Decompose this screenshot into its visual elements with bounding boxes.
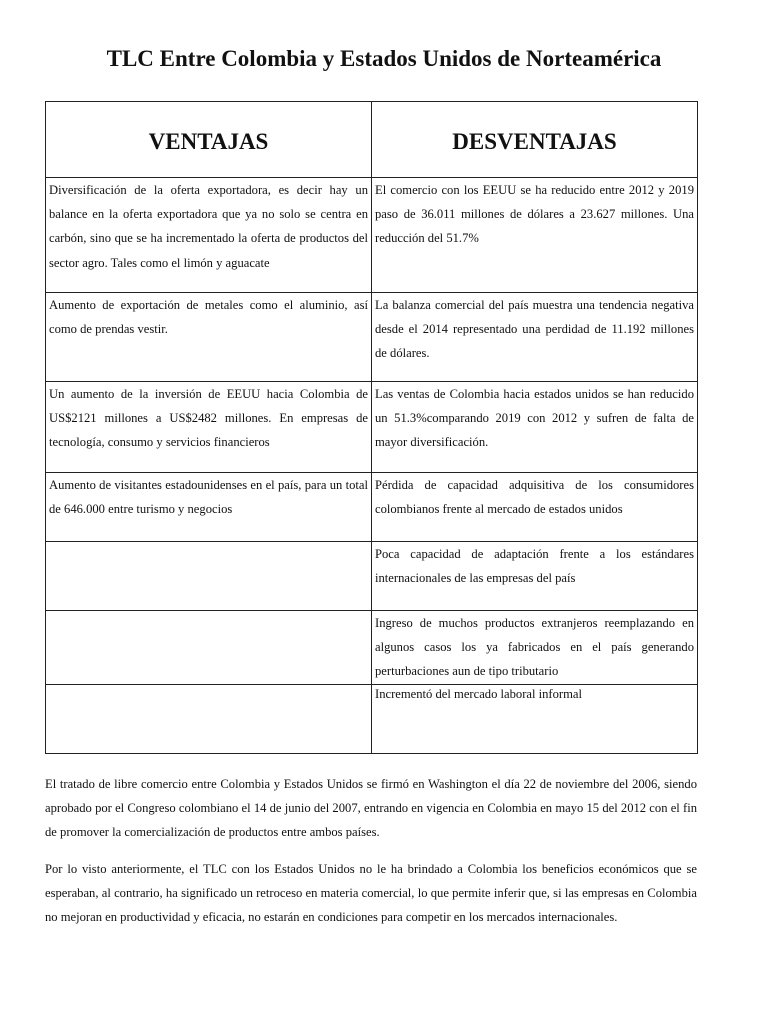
table-row bbox=[46, 473, 698, 542]
ventaja-text: Aumento de exportación de metales como el aluminio, así como de prendas vestir. bbox=[49, 298, 368, 337]
desventaja-cell bbox=[372, 684, 698, 753]
ventaja-cell bbox=[46, 611, 372, 685]
desventaja-cell bbox=[372, 473, 698, 542]
ventaja-cell bbox=[46, 178, 372, 293]
desventaja-cell bbox=[372, 178, 698, 293]
desventaja-text: Ingreso de muchos productos extranjeros reemplazando en algunos casos los ya fabricados en el país generando perturbaciones aun de tipo tributario bbox=[375, 616, 694, 679]
table-row bbox=[46, 293, 698, 382]
table-row bbox=[46, 542, 698, 611]
desventaja-cell bbox=[372, 611, 698, 685]
ventaja-text: Diversificación de la oferta exportadora, es decir hay un balance en la oferta exportadora que ya no solo se centra en carbón, sino que se ha incrementado la oferta de productos del sector agro. Tales como el limón y aguacate bbox=[49, 183, 368, 270]
desventaja-text: El comercio con los EEUU se ha reducido entre 2012 y 2019 paso de 36.011 millones de dólares a 23.627 millones. Una reducción del 51.7% bbox=[375, 183, 694, 246]
table-row bbox=[46, 178, 698, 293]
table-row bbox=[46, 382, 698, 473]
ventaja-text: Un aumento de la inversión de EEUU hacia Colombia de US$2121 millones a US$2482 millones. En empresas de tecnología, consumo y servicios financieros bbox=[49, 387, 368, 450]
ventaja-text bbox=[49, 685, 368, 686]
ventaja-cell bbox=[46, 684, 372, 753]
table-row bbox=[46, 684, 698, 753]
desventaja-cell bbox=[372, 382, 698, 473]
paragraph-intro: El tratado de libre comercio entre Colombia y Estados Unidos se firmó en Washington el día 22 de noviembre del 2006, siendo aprobado por el Congreso colombiano el 14 de junio del 2007, entrando en vigencia en Colombia en mayo 15 del 2012 con el fin de promover la comercialización de productos entre ambos países. bbox=[45, 777, 697, 840]
ventaja-cell bbox=[46, 473, 372, 542]
table-header-row bbox=[46, 102, 698, 178]
ventaja-text: Aumento de visitantes estadounidenses en el país, para un total de 646.000 entre turismo y negocios bbox=[49, 478, 368, 517]
desventaja-cell bbox=[372, 542, 698, 611]
comparison-table bbox=[45, 101, 698, 754]
desventaja-text: Incrementó del mercado laboral informal bbox=[375, 686, 583, 701]
desventaja-text: Pérdida de capacidad adquisitiva de los consumidores colombianos frente al mercado de estados unidos bbox=[375, 478, 694, 517]
header-ventajas: VENTAJAS bbox=[46, 102, 372, 178]
ventaja-cell bbox=[46, 293, 372, 382]
desventaja-text: Las ventas de Colombia hacia estados unidos se han reducido un 51.3%comparando 2019 con 2012 y sufren de falta de mayor diversificación. bbox=[375, 387, 694, 450]
desventaja-text: Poca capacidad de adaptación frente a los estándares internacionales de las empresas del país bbox=[375, 547, 694, 586]
table-row bbox=[46, 611, 698, 685]
paragraph-conclusion: Por lo visto anteriormente, el TLC con los Estados Unidos no le ha brindado a Colombia los beneficios económicos que se esperaban, al contrario, ha significado un retroceso en materia comercial, lo que permite inferir que, si las empresas en Colombia no mejoran en productividad y eficacia, no estarán en condiciones para competir en los mercados internacionales. bbox=[45, 862, 697, 925]
desventaja-text: La balanza comercial del país muestra una tendencia negativa desde el 2014 representado una perdidad de 11.192 millones de dólares. bbox=[375, 298, 694, 361]
header-desventajas: DESVENTAJAS bbox=[372, 102, 698, 178]
document-title: TLC Entre Colombia y Estados Unidos de Norteamérica bbox=[106, 46, 662, 71]
ventaja-cell bbox=[46, 542, 372, 611]
desventaja-cell bbox=[372, 293, 698, 382]
ventaja-cell bbox=[46, 382, 372, 473]
